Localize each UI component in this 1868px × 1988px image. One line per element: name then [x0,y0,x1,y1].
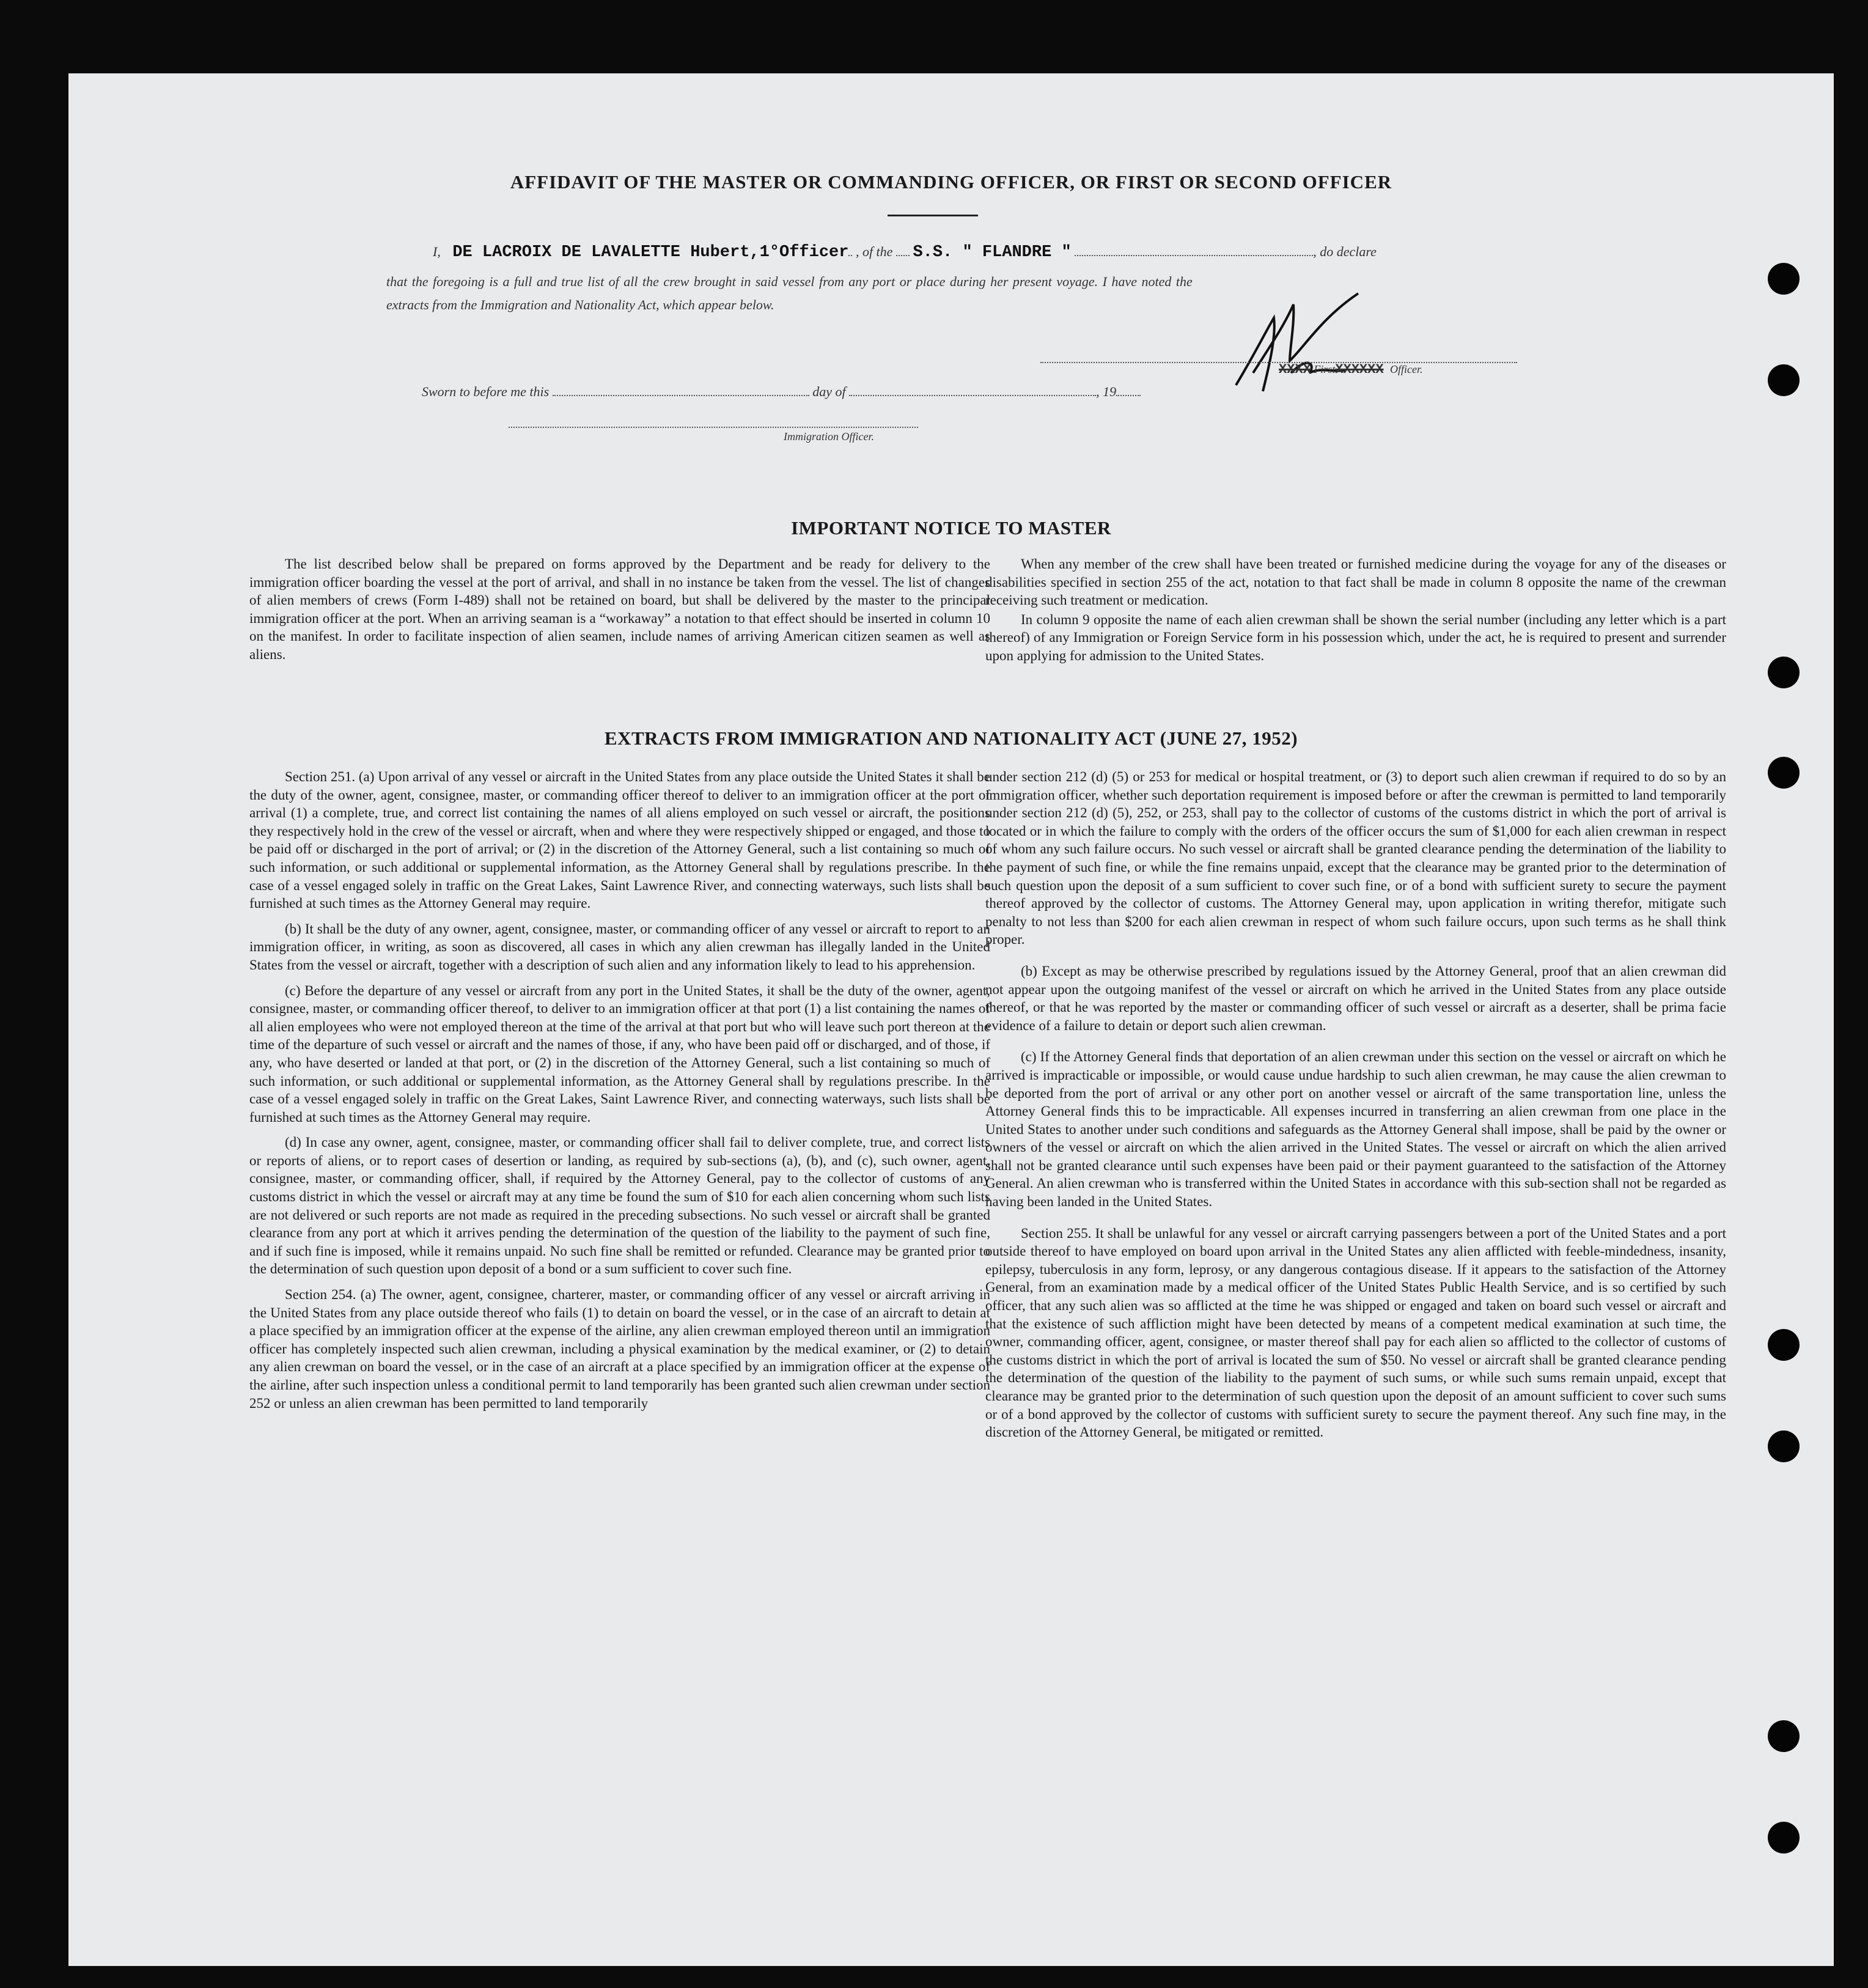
document-page [68,73,1834,1966]
declaration-line-3: extracts from the Immigration and Nationality Act, which appear below. [386,297,774,312]
sworn-line [422,384,1141,400]
year-field [1116,395,1141,396]
first-label: First [1314,363,1336,375]
of-the-label: , of the [855,244,893,259]
binder-hole [1768,263,1800,295]
i-label: I, [433,244,441,259]
month-field [849,395,1096,396]
vessel-name: S.S. " FLANDRE " [913,243,1072,262]
immigration-officer-line [509,427,918,428]
extract-paragraph: (d) In case any owner, agent, consignee, master, or commanding officer shall fail to deliver complete, true, and correct lists or reports of aliens, or to report cases of desertion or landing, as required by sub-sections (a), (b), and (c), such owner, agent, consignee, master, or commanding officer, shall, if required by the Attorney General, pay to the collector of customs of any customs district in which the vessel or aircraft may at any time be found the sum of $10 for each alien concerning whom such lists are not delivered or such reports are not made as required in the preceding subsections. No such vessel or aircraft shall be granted clearance from any port at which it arrives pending the determination of the question of the liability to the payment of such fine, and if such fine is imposed, while it remains unpaid. No such fine shall be remitted or refunded. Clearance may be granted prior to the determination of such question upon deposit of a bond or a sum sufficient to cover such fine. [249,1135,990,1277]
binder-hole [1768,1430,1800,1462]
sworn-label: Sworn to before me this [422,384,550,399]
notice-left-column [249,555,990,671]
extract-paragraph: Section 251. (a) Upon arrival of any vessel or aircraft in the United States from any place outside the United States it shall be the duty of the owner, agent, consignee, master, or commanding officer thereof to deliver to an immigration officer at the port of arrival (1) a complete, true, and correct list containing the names of all aliens employed on such vessel or aircraft, the positions they respectively hold in the crew of the vessel or aircraft, when and where they were respectively shipped or engaged, and those to be paid off or discharged in the port of arrival; or (2) in the discretion of the Attorney General, such a list containing so much of such information, or such additional or supplemental information, as the Attorney General shall by regulations prescribe. In the case of a vessel engaged solely in traffic on the Great Lakes, Saint Lawrence River, and connecting waterways, such lists shall be furnished at such times as the Attorney General may require. [249,769,990,911]
notice-left-paragraph: The list described below shall be prepared on forms approved by the Department and be ready for delivery to the immigration officer boarding the vessel at the port of arrival, and shall in no instance be taken from the vessel. The list of changes of alien members of crews (Form I-489) shall not be retained on board, but shall be delivered by the master to the principal immigration officer at the port. When an arriving seaman is a “workaway” a notation to that effect should be inserted in column 10 on the manifest. In order to facilitate inspection of alien seamen, include names of arriving American citizen seamen as well as aliens. [249,556,990,662]
extracts-heading: EXTRACTS FROM IMMIGRATION AND NATIONALITY ACT (JUNE 27, 1952) [604,727,1298,749]
declaration-line-1 [433,243,1377,262]
name-dotted-line [848,255,852,256]
extract-paragraph: (b) It shall be the duty of any owner, agent, consignee, master, or commanding officer of any vessel or aircraft to report to an immigration officer, in writing, as soon as discovered, all cases in which any alien crewman has illegally landed in the United States from the vessel or aircraft, together with a description of such alien and any information likely to lead to his apprehension. [249,921,990,973]
extract-paragraph: Section 255. It shall be unlawful for any vessel or aircraft carrying passengers between a port of the United States and a port outside thereof to have employed on board upon arrival in the United States any alien afflicted with feeble-mindedness, insanity, epilepsy, tuberculosis in any form, leprosy, or any dangerous contagious disease. If it appears to the satisfaction of the Attorney General, from an examination made by a medical officer of the United States Public Health Service, and is so certified by such officer, that any such alien was so afflicted at the time he was shipped or engaged and taken on board such vessel or aircraft and that the existence of such affliction might have been detected by means of a competent medical examination at such time, the owner, commanding officer, agent, consignee, or master thereof shall pay for each alien so afflicted to the collector of customs of the customs district in which the port of arrival is located the sum of $50. No vessel or aircraft shall be granted clearance pending the determination of the question of the liability to the payment of such sums, or while such sums remain unpaid, except that clearance may be granted prior to the determination of such question upon the deposit of an amount sufficient to cover such sums or of a bond approved by the collector of customs with sufficient surety to secure the payment thereof. Any such fine may, in the discretion of the Attorney General, be mitigated or remitted. [985,1225,1726,1440]
affidavit-title: AFFIDAVIT OF THE MASTER OR COMMANDING OFFICER, OR FIRST OR SECOND OFFICER [510,171,1392,193]
notice-right-paragraph-1: When any member of the crew shall have been treated or furnished medicine during the voyage for any of the diseases or disabilities specified in section 255 of the act, notation to that fact shall be made in column 8 opposite the name of the crewman receiving such treatment or medication. [985,556,1726,608]
binder-hole [1768,757,1800,789]
vessel-dotted-lead [896,255,910,256]
notice-right-paragraph-2: In column 9 opposite the name of each alien crewman shall be shown the serial number (including any letter which is a part thereof) of any Immigration or Foreign Service form in his possession which, under the act, he is required to present and surrender upon applying for admission to the United States. [985,611,1726,663]
day-of-label: day of [812,384,846,399]
officer-label: Officer. [1390,363,1423,375]
binder-hole [1768,364,1800,396]
title-rule [888,215,978,216]
binder-hole [1768,1329,1800,1361]
do-declare-label: , do declare [1313,244,1377,259]
officer-name: DE LACROIX DE LAVALETTE Hubert,1°Officer [452,243,849,262]
extract-paragraph: (b) Except as may be otherwise prescribed by regulations issued by the Attorney General, proof that an alien crewman did not appear upon the outgoing manifest of the vessel or aircraft on which he arrived in the United States from any place outside thereof, or that he was reported by the master or commanding officer of such vessel or aircraft as a deserter, shall be prima facie evidence of a failure to detain or deport such alien crewman. [985,963,1726,1033]
struck-out-text: XXXX [1279,362,1311,377]
notice-heading: IMPORTANT NOTICE TO MASTER [791,517,1111,539]
binder-hole [1768,657,1800,688]
year-label: , 19 [1096,384,1117,399]
struck-out-text: XXXXXX [1335,362,1384,377]
binder-hole [1768,1720,1800,1752]
extract-paragraph: under section 212 (d) (5) or 253 for medical or hospital treatment, or (3) to deport such alien crewman if required to do so by an immigration officer, whether such deportation requirement is imposed before or after the crewman is permitted to land temporarily under section 212 (d) (5), 252, or 253, shall pay to the collector of customs of the customs district in which the port of arrival is located or in which the failure to comply with the orders of the officer occurs the sum of $1,000 for each alien crewman in respect of whom any such failure occurs. No such vessel or aircraft shall be granted clearance pending the determination of the liability to the payment of such fine, or while the fine remains unpaid, except that the clearance may be granted prior to the determination of such question upon the deposit of a sum sufficient to cover such fine, or of a bond with sufficient surety to secure the payment thereof approved by the collector of customs. The Attorney General may, upon application in writing therefor, mitigate such penalty to not less than $200 for each alien crewman in respect of whom such failure occurs, upon such terms as he shall think proper. [985,769,1726,948]
sworn-date-field [553,395,809,396]
extracts-right-column [985,768,1726,1449]
signature-caption [1279,362,1423,377]
declaration-line-2: that the foregoing is a full and true list of all the crew brought in said vessel from any port or place during her present voyage. I have noted the [386,274,1193,289]
handwritten-signature [1218,281,1389,397]
vessel-dotted-line [1075,255,1313,256]
notice-right-column [985,555,1726,672]
extracts-left-column [249,768,990,1419]
extract-paragraph: Section 254. (a) The owner, agent, consignee, charterer, master, or commanding officer of any vessel or aircraft arriving in the United States from any place outside thereof who fails (1) to detain on board the vessel, or in the case of an aircraft to detain at a place specified by an immigration officer at the expense of the airline, any alien crewman employed thereon until an immigration officer has completely inspected such alien crewman, including a physical examination by the medical examiner, or (2) to detain any alien crewman on board the vessel, or in the case of an aircraft at a place specified by an immigration officer at the expense of the airline, after such inspection unless a conditional permit to land temporarily has been granted such alien crewman under section 252 or unless an alien crewman has been permitted to land temporarily [249,1287,990,1411]
immigration-officer-label: Immigration Officer. [784,430,874,443]
binder-hole [1768,1822,1800,1854]
extract-paragraph: (c) Before the departure of any vessel or aircraft from any port in the United States, it shall be the duty of the owner, agent, consignee, master, or commanding officer thereof, to deliver to an immigration officer at that port (1) a list containing the names of all alien employees who were not employed thereon at the time of the arrival at that port but who will leave such port thereon at the time of the departure of such vessel or aircraft and the names of those, if any, who have been paid off or discharged, and of those, if any, who have deserted or landed at that port, or (2) in the discretion of the Attorney General, such a list containing so much of such information, or such additional or supplemental information, as the Attorney General shall by regulations prescribe. In the case of a vessel engaged solely in traffic on the Great Lakes, Saint Lawrence River, and connecting waterways, such lists shall be furnished at such times as the Attorney General may require. [249,982,990,1125]
extract-paragraph: (c) If the Attorney General finds that deportation of an alien crewman under this section on the vessel or aircraft on which he arrived is impracticable or impossible, or would cause undue hardship to such alien crewman, he may cause the alien crewman to be deported from the port of arrival or any other port on another vessel or aircraft of the same transportation line, unless the Attorney General finds this to be impracticable. All expenses incurred in transferring an alien crewman from one place in the United States to another under such conditions and safeguards as the Attorney General shall impose, shall be paid by the owner or owners of the vessel or aircraft on which the alien arrived in the United States. The vessel or aircraft on which the alien arrived shall not be granted clearance until such expenses have been paid or their payment guaranteed to the satisfaction of the Attorney General. An alien crewman who is transferred within the United States in accordance with this sub-section shall not be regarded as having been landed in the United States. [985,1049,1726,1210]
